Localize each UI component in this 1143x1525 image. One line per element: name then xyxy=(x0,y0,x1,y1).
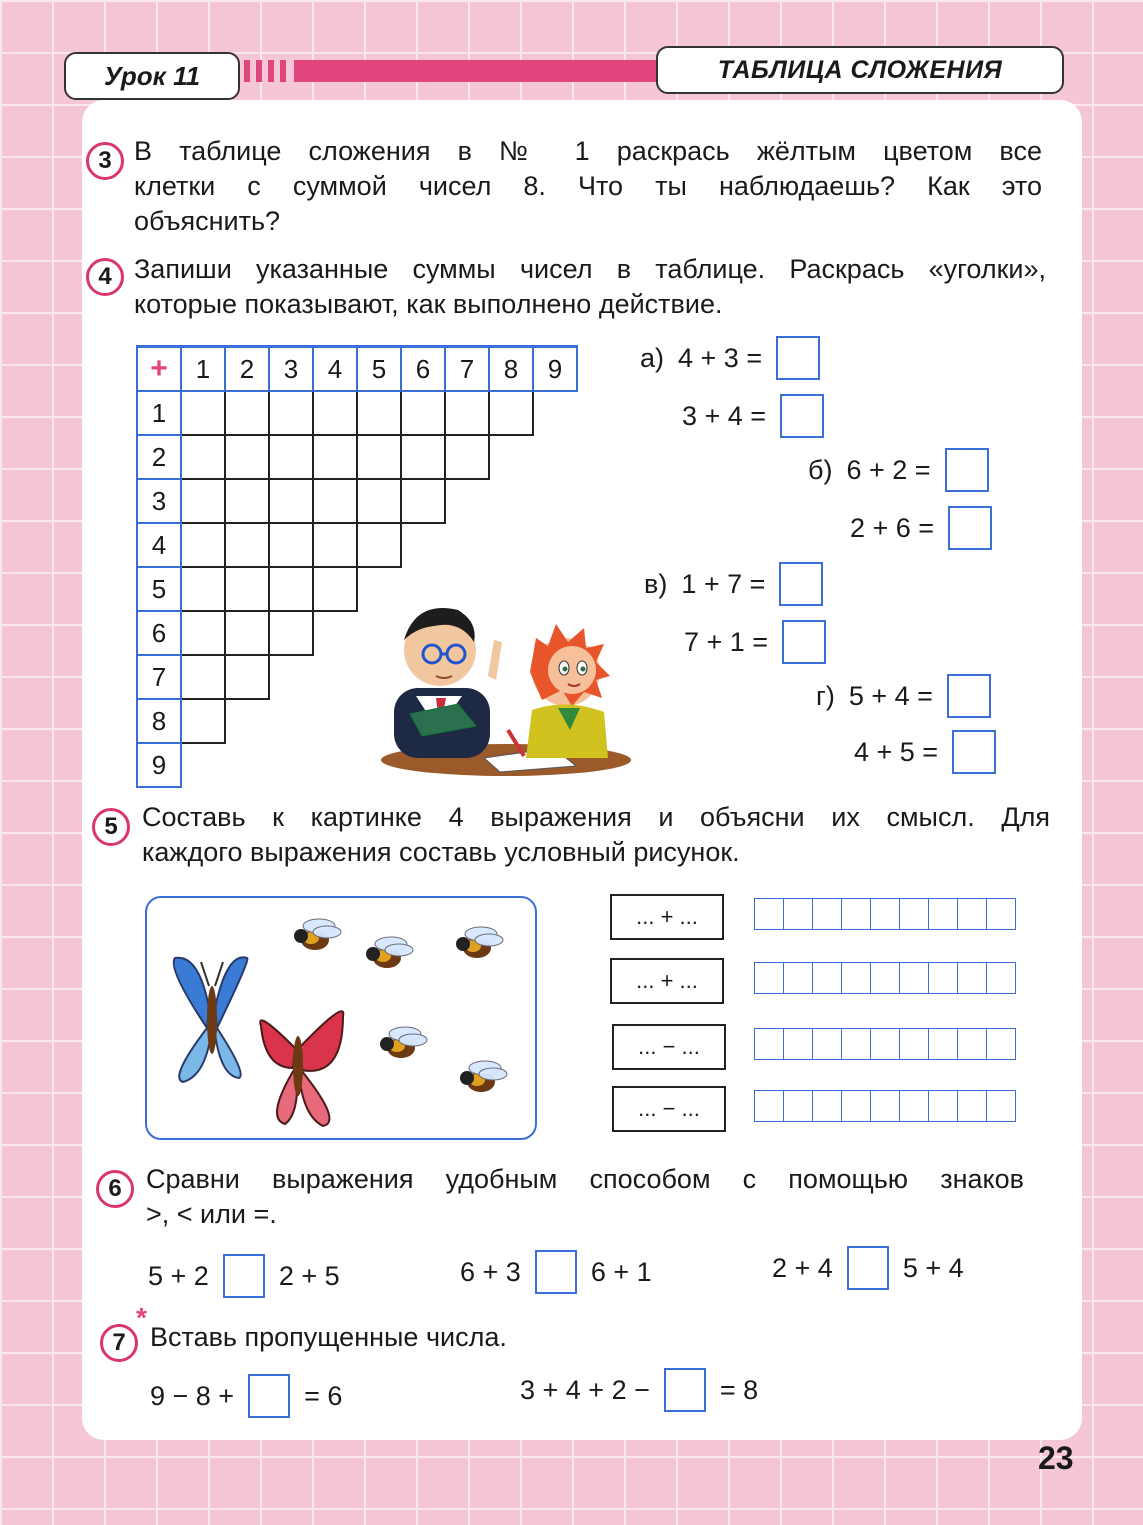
table-empty xyxy=(269,655,313,699)
table-cell[interactable] xyxy=(269,435,313,479)
answer-cell[interactable] xyxy=(783,962,812,994)
table-cell[interactable] xyxy=(225,611,269,655)
task-line: Сравни выражения удобным способом с помощью знаков xyxy=(146,1164,1024,1194)
task-6-text xyxy=(146,1162,1024,1232)
task-number-badge: 4 xyxy=(86,258,124,296)
answer-cell[interactable] xyxy=(899,1090,928,1122)
comparison-left: 5 + 2 xyxy=(148,1260,209,1291)
table-empty xyxy=(313,743,357,787)
table-empty xyxy=(401,523,445,567)
table-column-header: 4 xyxy=(313,347,357,392)
table-row-header: 3 xyxy=(137,479,181,523)
table-empty xyxy=(313,699,357,743)
table-empty xyxy=(489,479,533,523)
equation-answer-box[interactable] xyxy=(779,562,823,606)
answer-cell[interactable] xyxy=(754,898,783,930)
fill-before: 3 + 4 + 2 − xyxy=(520,1374,650,1405)
header-stripe xyxy=(268,60,274,82)
table-cell[interactable] xyxy=(357,435,401,479)
sum-equation xyxy=(640,336,820,380)
table-empty xyxy=(313,655,357,699)
table-empty xyxy=(269,743,313,787)
table-cell[interactable] xyxy=(445,435,489,479)
table-corner: + xyxy=(137,347,181,392)
equation-answer-box[interactable] xyxy=(947,674,991,718)
table-column-header: 9 xyxy=(533,347,577,392)
table-row xyxy=(137,391,577,435)
table-cell[interactable] xyxy=(269,479,313,523)
answer-cell[interactable] xyxy=(754,1028,783,1060)
table-row-header: 8 xyxy=(137,699,181,743)
fill-after: = 8 xyxy=(719,1374,759,1405)
sum-equation xyxy=(684,620,826,664)
table-cell[interactable] xyxy=(489,391,533,435)
equation-answer-box[interactable] xyxy=(776,336,820,380)
comparison-right: 2 + 5 xyxy=(278,1260,340,1291)
comparison-right: 6 + 1 xyxy=(590,1256,652,1287)
table-cell[interactable] xyxy=(445,391,489,435)
header-stripe xyxy=(256,60,262,82)
fill-before: 9 − 8 + xyxy=(150,1380,235,1411)
table-cell[interactable] xyxy=(225,391,269,435)
table-cell[interactable] xyxy=(181,391,225,435)
header-stripe xyxy=(280,60,286,82)
equation-expression: 2 + 6 = xyxy=(850,512,935,543)
table-cell[interactable] xyxy=(357,523,401,567)
task-number-badge: 7 xyxy=(100,1324,138,1362)
answer-cell[interactable] xyxy=(957,1090,986,1122)
answer-cell[interactable] xyxy=(957,1028,986,1060)
page-number: 23 xyxy=(1038,1440,1074,1476)
topic-title: ТАБЛИЦА СЛОЖЕНИЯ xyxy=(656,46,1064,94)
answer-cell[interactable] xyxy=(754,1090,783,1122)
table-column-header: 3 xyxy=(269,347,313,392)
header-stripe xyxy=(244,60,250,82)
sum-equation xyxy=(808,448,989,492)
fill-after: = 6 xyxy=(304,1380,343,1411)
equation-expression: 5 + 4 = xyxy=(848,680,933,711)
answer-cell[interactable] xyxy=(986,898,1016,930)
table-column-header: 8 xyxy=(489,347,533,392)
answer-cell[interactable] xyxy=(812,898,841,930)
table-cell[interactable] xyxy=(225,655,269,699)
answer-cell[interactable] xyxy=(841,962,870,994)
table-empty xyxy=(181,743,225,787)
table-empty xyxy=(445,523,489,567)
table-cell[interactable] xyxy=(313,479,357,523)
answer-cell[interactable] xyxy=(841,1028,870,1060)
table-cell[interactable] xyxy=(313,567,357,611)
answer-cell-strip[interactable] xyxy=(754,962,1016,994)
table-cell[interactable] xyxy=(401,391,445,435)
task-5-text xyxy=(142,800,1050,870)
task-3-text xyxy=(134,134,1042,239)
fly-icon xyxy=(456,927,503,958)
table-cell[interactable] xyxy=(269,611,313,655)
task-line: объяснить? xyxy=(134,206,281,236)
header-band xyxy=(294,60,656,82)
task-line: Вставь пропущенные числа. xyxy=(150,1322,507,1352)
table-column-header: 5 xyxy=(357,347,401,392)
answer-cell[interactable] xyxy=(870,962,899,994)
fill-answer-box[interactable] xyxy=(248,1374,290,1418)
table-row-header: 2 xyxy=(137,435,181,479)
table-empty xyxy=(533,435,577,479)
equation-label: а) xyxy=(640,342,665,373)
answer-cell[interactable] xyxy=(870,1028,899,1060)
answer-cell[interactable] xyxy=(928,962,957,994)
table-empty xyxy=(225,743,269,787)
comparison-item xyxy=(148,1254,340,1298)
equation-answer-box[interactable] xyxy=(780,394,824,438)
table-cell[interactable] xyxy=(181,611,225,655)
equation-expression: 1 + 7 = xyxy=(681,568,766,599)
comparison-left: 6 + 3 xyxy=(460,1256,521,1287)
answer-cell[interactable] xyxy=(783,1090,812,1122)
fill-item xyxy=(520,1368,758,1412)
table-cell[interactable] xyxy=(313,435,357,479)
task-line: Запиши указанные суммы чисел в таблице. Раскрась «уголки», xyxy=(134,254,1046,284)
table-empty xyxy=(489,435,533,479)
table-cell[interactable] xyxy=(401,479,445,523)
answer-cell[interactable] xyxy=(899,898,928,930)
sum-equation xyxy=(682,394,824,438)
task-line: В таблице сложения в № 1 раскрась жёлтым цветом все xyxy=(134,136,1042,166)
answer-cell[interactable] xyxy=(841,898,870,930)
answer-cell-strip[interactable] xyxy=(754,1090,1016,1122)
insects-illustration xyxy=(147,898,535,1138)
table-empty xyxy=(533,523,577,567)
answer-cell[interactable] xyxy=(928,1028,957,1060)
equation-label: в) xyxy=(644,568,668,599)
fill-answer-box[interactable] xyxy=(664,1368,706,1412)
answer-cell[interactable] xyxy=(783,1028,812,1060)
answer-cell[interactable] xyxy=(928,898,957,930)
answer-cell[interactable] xyxy=(812,1090,841,1122)
expression-template: ... + ... xyxy=(610,958,724,1004)
comparison-left: 2 + 4 xyxy=(772,1252,833,1283)
table-row-header: 6 xyxy=(137,611,181,655)
table-empty xyxy=(533,391,577,435)
fill-item xyxy=(150,1374,342,1418)
table-empty xyxy=(533,479,577,523)
table-cell[interactable] xyxy=(401,435,445,479)
insects-picture xyxy=(145,896,537,1140)
table-cell[interactable] xyxy=(269,391,313,435)
equation-answer-box[interactable] xyxy=(945,448,989,492)
answer-cell[interactable] xyxy=(928,1090,957,1122)
table-cell[interactable] xyxy=(269,523,313,567)
answer-cell[interactable] xyxy=(754,962,783,994)
table-row-header: 5 xyxy=(137,567,181,611)
table-column-header: 2 xyxy=(225,347,269,392)
table-empty xyxy=(269,699,313,743)
equation-expression: 4 + 5 = xyxy=(854,736,939,767)
comparison-answer-box[interactable] xyxy=(847,1246,889,1290)
fly-icon xyxy=(380,1027,427,1058)
lesson-label: Урок 11 xyxy=(64,52,240,100)
answer-cell[interactable] xyxy=(986,962,1016,994)
comparison-answer-box[interactable] xyxy=(535,1250,577,1294)
comparison-answer-box[interactable] xyxy=(223,1254,265,1298)
table-row xyxy=(137,479,577,523)
table-cell[interactable] xyxy=(225,479,269,523)
table-cell[interactable] xyxy=(313,391,357,435)
task-line: которые показывают, как выполнено действие. xyxy=(134,289,723,319)
table-cell[interactable] xyxy=(181,435,225,479)
butterfly-icon xyxy=(174,957,248,1082)
task-line: >, < или =. xyxy=(146,1199,277,1229)
table-column-header: 1 xyxy=(181,347,225,392)
difficulty-star: * xyxy=(136,1302,147,1333)
equation-expression: 7 + 1 = xyxy=(684,626,769,657)
answer-cell[interactable] xyxy=(812,962,841,994)
teacher-and-student-illustration xyxy=(376,580,636,780)
answer-cell[interactable] xyxy=(841,1090,870,1122)
answer-cell-strip[interactable] xyxy=(754,898,1016,930)
fly-icon xyxy=(294,919,341,950)
table-column-header: 6 xyxy=(401,347,445,392)
answer-cell[interactable] xyxy=(957,962,986,994)
table-empty xyxy=(489,523,533,567)
task-line: каждого выражения составь условный рисунок. xyxy=(142,837,740,867)
comparison-item xyxy=(772,1246,964,1290)
table-empty xyxy=(445,479,489,523)
table-cell[interactable] xyxy=(225,435,269,479)
table-row-header: 9 xyxy=(137,743,181,787)
equation-answer-box[interactable] xyxy=(952,730,996,774)
sum-equation xyxy=(644,562,823,606)
equation-expression: 6 + 2 = xyxy=(846,454,931,485)
fly-icon xyxy=(460,1061,507,1092)
table-row xyxy=(137,435,577,479)
table-cell[interactable] xyxy=(357,391,401,435)
task-line: Составь к картинке 4 выражения и объясни их смысл. Для xyxy=(142,802,1050,832)
answer-cell[interactable] xyxy=(870,898,899,930)
table-cell[interactable] xyxy=(181,655,225,699)
comparison-item xyxy=(460,1250,652,1294)
comparison-right: 5 + 4 xyxy=(902,1252,964,1283)
table-empty xyxy=(313,611,357,655)
table-column-header: 7 xyxy=(445,347,489,392)
equation-expression: 4 + 3 = xyxy=(678,342,763,373)
task-number-badge: 3 xyxy=(86,142,124,180)
task-number-badge: 5 xyxy=(92,808,130,846)
answer-cell[interactable] xyxy=(986,1090,1016,1122)
table-cell[interactable] xyxy=(181,699,225,743)
equation-label: г) xyxy=(816,680,835,711)
table-row xyxy=(137,523,577,567)
expression-template: ... + ... xyxy=(610,894,724,940)
answer-cell[interactable] xyxy=(899,1028,928,1060)
equation-answer-box[interactable] xyxy=(948,506,992,550)
task-7-text xyxy=(150,1320,507,1355)
table-cell[interactable] xyxy=(181,479,225,523)
table-cell[interactable] xyxy=(225,523,269,567)
task-line: клетки с суммой чисел 8. Что ты наблюдаешь? Как это xyxy=(134,171,1042,201)
task-4-text xyxy=(134,252,1046,322)
answer-cell[interactable] xyxy=(812,1028,841,1060)
expression-template: ... − ... xyxy=(612,1024,726,1070)
expression-template: ... − ... xyxy=(612,1086,726,1132)
equation-label: б) xyxy=(808,454,833,485)
table-row-header: 7 xyxy=(137,655,181,699)
table-row-header: 4 xyxy=(137,523,181,567)
sum-equation xyxy=(854,730,996,774)
table-empty xyxy=(225,699,269,743)
table-cell[interactable] xyxy=(225,567,269,611)
sum-equation xyxy=(850,506,992,550)
table-cell[interactable] xyxy=(181,523,225,567)
answer-cell-strip[interactable] xyxy=(754,1028,1016,1060)
equation-answer-box[interactable] xyxy=(782,620,826,664)
task-number-badge: 6 xyxy=(96,1170,134,1208)
table-cell[interactable] xyxy=(313,523,357,567)
table-cell[interactable] xyxy=(269,567,313,611)
answer-cell[interactable] xyxy=(899,962,928,994)
fly-icon xyxy=(366,937,413,968)
answer-cell[interactable] xyxy=(783,898,812,930)
butterfly-icon xyxy=(260,1011,343,1126)
table-cell[interactable] xyxy=(357,479,401,523)
answer-cell[interactable] xyxy=(986,1028,1016,1060)
sum-equation xyxy=(816,674,991,718)
table-cell[interactable] xyxy=(181,567,225,611)
equation-expression: 3 + 4 = xyxy=(682,400,767,431)
answer-cell[interactable] xyxy=(870,1090,899,1122)
answer-cell[interactable] xyxy=(957,898,986,930)
table-row-header: 1 xyxy=(137,391,181,435)
